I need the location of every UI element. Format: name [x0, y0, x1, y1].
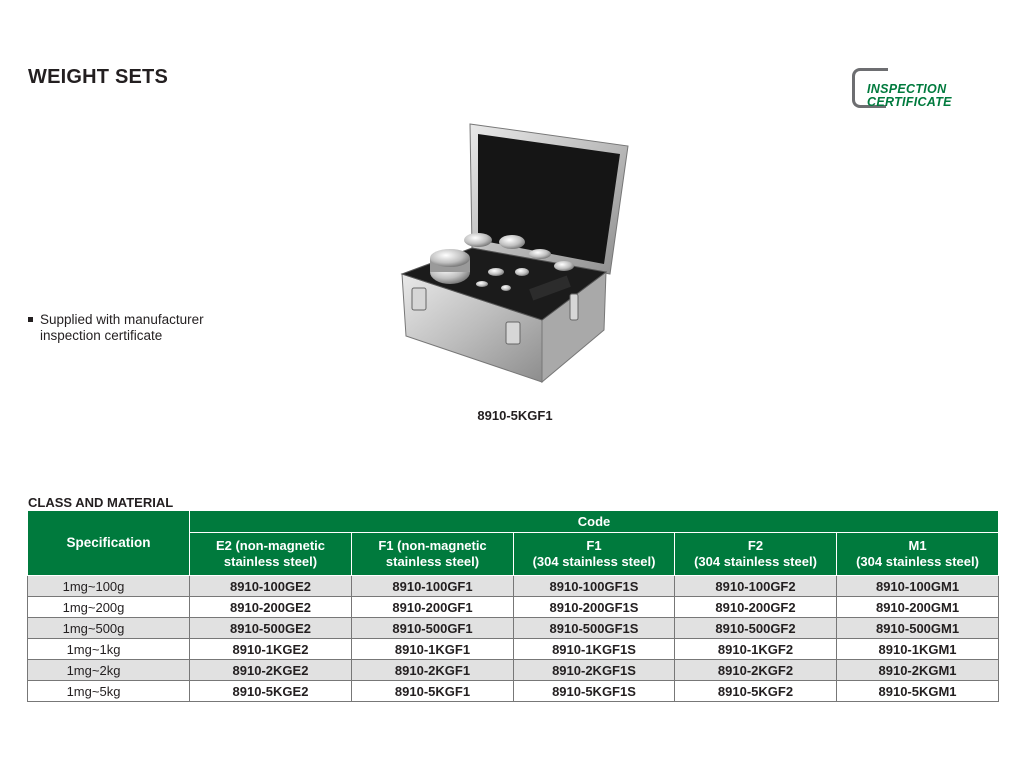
table-row — [28, 576, 999, 597]
code-cell: 8910-5KGF1S — [514, 681, 675, 702]
class-material-table — [27, 510, 999, 702]
certificate-line-2: CERTIFICATE — [867, 95, 952, 109]
code-cell: 8910-100GF1S — [514, 576, 675, 597]
spec-cell: 1mg~500g — [28, 618, 190, 639]
code-cell: 8910-2KGF1 — [352, 660, 514, 681]
bullet-square-icon — [28, 317, 33, 322]
table-row — [28, 660, 999, 681]
product-caption: 8910-5KGF1 — [477, 408, 553, 423]
header-line: F2 — [747, 538, 764, 553]
feature-text: Supplied with manufacturer inspection certificate — [40, 312, 204, 343]
page-title: WEIGHT SETS — [28, 66, 168, 88]
column-header-f2-304 — [675, 533, 837, 576]
header-line: (304 stainless steel) — [694, 554, 817, 569]
column-header-f1-304 — [514, 533, 675, 576]
code-cell: 8910-500GF2 — [675, 618, 837, 639]
code-cell: 8910-200GM1 — [837, 597, 999, 618]
spec-cell: 1mg~200g — [28, 597, 190, 618]
header-line: (304 stainless steel) — [532, 554, 656, 569]
specification-header: Specification — [28, 511, 190, 576]
code-header: Code — [190, 511, 999, 533]
header-line: stainless steel) — [385, 554, 480, 569]
code-cell: 8910-2KGF1S — [514, 660, 675, 681]
code-cell: 8910-2KGM1 — [837, 660, 999, 681]
spec-cell: 1mg~2kg — [28, 660, 190, 681]
code-cell: 8910-1KGE2 — [190, 639, 352, 660]
code-cell: 8910-200GF1 — [352, 597, 514, 618]
header-line: E2 (non-magnetic — [215, 538, 326, 553]
header-line: F1 (non-magnetic — [378, 538, 487, 553]
code-cell: 8910-5KGM1 — [837, 681, 999, 702]
spec-cell: 1mg~1kg — [28, 639, 190, 660]
certificate-line-1: INSPECTION — [867, 82, 947, 96]
column-header-e2 — [190, 533, 352, 576]
code-cell: 8910-5KGE2 — [190, 681, 352, 702]
code-cell: 8910-500GF1S — [514, 618, 675, 639]
code-cell: 8910-5KGF2 — [675, 681, 837, 702]
code-cell: 8910-100GF2 — [675, 576, 837, 597]
code-cell: 8910-500GE2 — [190, 618, 352, 639]
code-cell: 8910-200GE2 — [190, 597, 352, 618]
code-cell: 8910-100GM1 — [837, 576, 999, 597]
code-cell: 8910-100GE2 — [190, 576, 352, 597]
code-cell: 8910-1KGF1S — [514, 639, 675, 660]
table-row — [28, 681, 999, 702]
code-cell: 8910-200GF1S — [514, 597, 675, 618]
table-row — [28, 618, 999, 639]
code-cell: 8910-1KGM1 — [837, 639, 999, 660]
code-cell: 8910-1KGF2 — [675, 639, 837, 660]
table-row — [28, 639, 999, 660]
code-cell: 8910-500GF1 — [352, 618, 514, 639]
column-header-f1 — [352, 533, 514, 576]
table-row — [28, 597, 999, 618]
column-header-m1-304 — [837, 533, 999, 576]
spec-cell: 1mg~100g — [28, 576, 190, 597]
section-title: CLASS AND MATERIAL — [28, 495, 174, 510]
header-line: (304 stainless steel) — [856, 554, 979, 569]
code-cell: 8910-500GM1 — [837, 618, 999, 639]
header-line: F1 — [586, 538, 602, 553]
spec-cell: 1mg~5kg — [28, 681, 190, 702]
header-line: M1 — [908, 538, 927, 553]
inspection-certificate-logo — [852, 68, 982, 112]
code-cell: 8910-2KGF2 — [675, 660, 837, 681]
weight-set-case-image — [398, 122, 630, 384]
code-cell: 8910-2KGE2 — [190, 660, 352, 681]
code-cell: 8910-100GF1 — [352, 576, 514, 597]
code-cell: 8910-5KGF1 — [352, 681, 514, 702]
code-cell: 8910-1KGF1 — [352, 639, 514, 660]
header-line: stainless steel) — [223, 554, 318, 569]
code-cell: 8910-200GF2 — [675, 597, 837, 618]
